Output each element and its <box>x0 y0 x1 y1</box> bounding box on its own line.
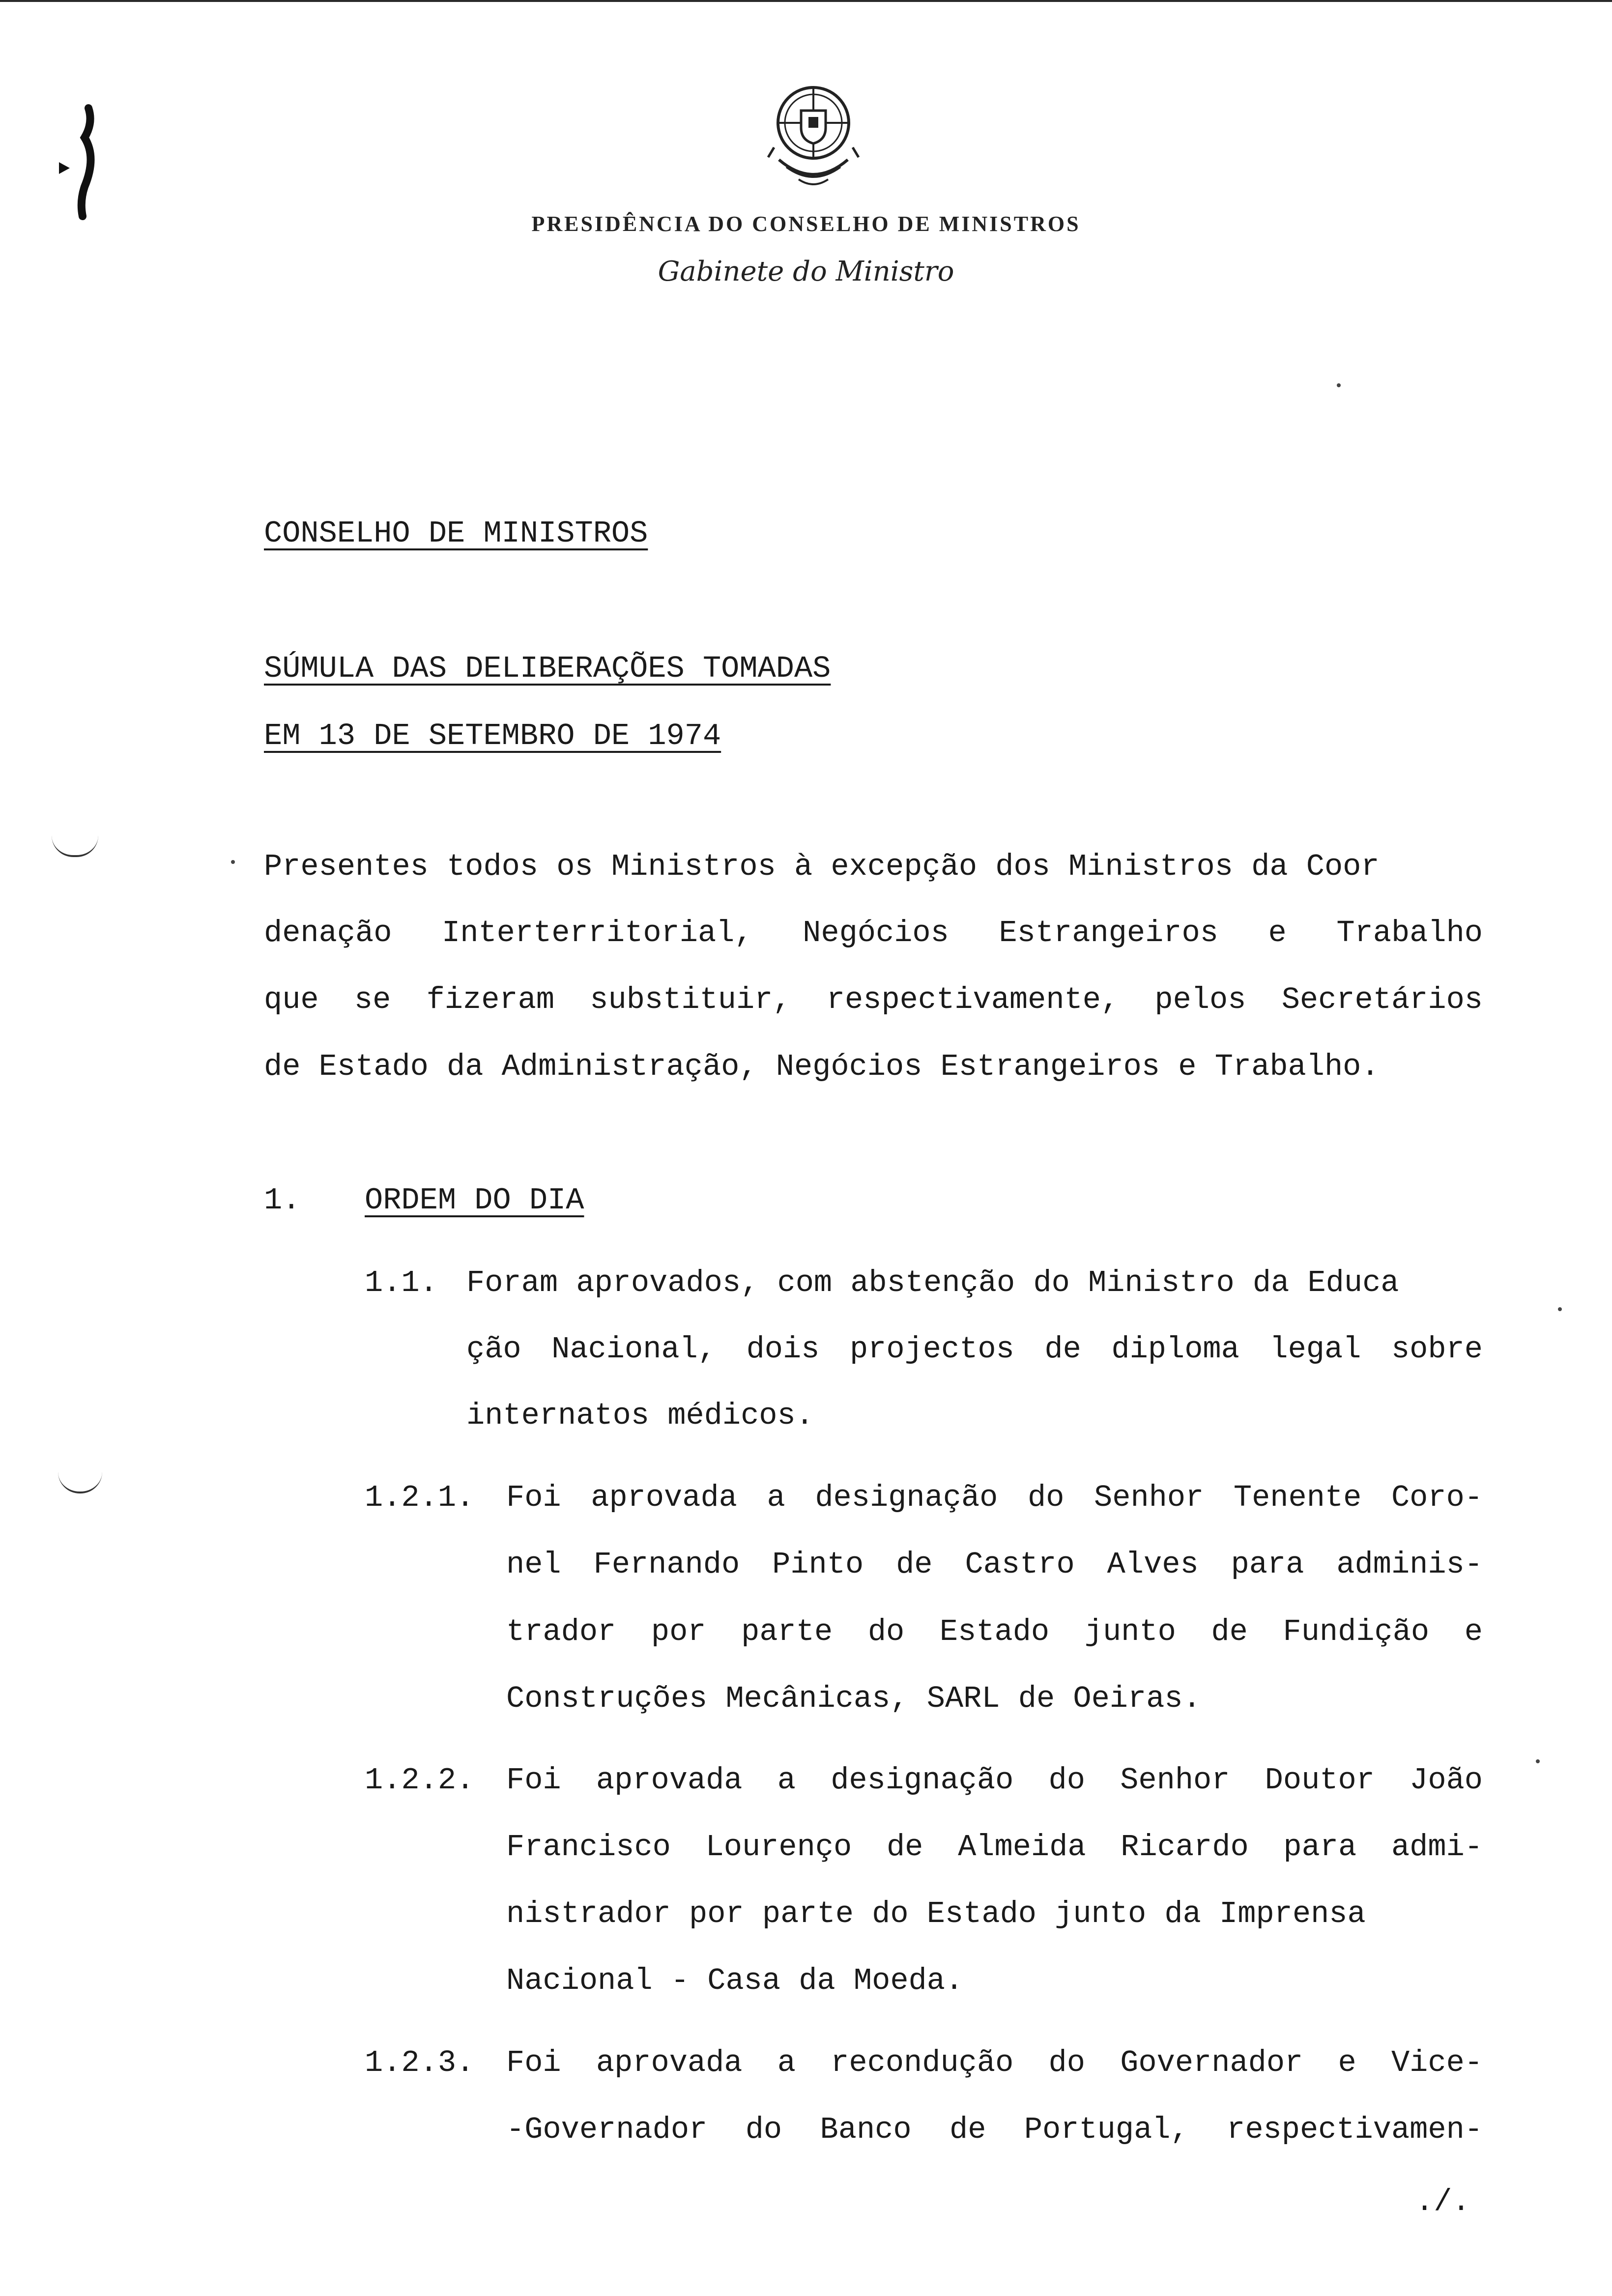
item-line: internatos médicos. <box>466 1398 814 1433</box>
intro-line: que se fizeram substituir, respectivamente, pelos Secretários <box>264 982 1483 1017</box>
item-line: ção Nacional, dois projectos de diploma legal sobre <box>466 1332 1483 1367</box>
summary-title-line1: SÚMULA DAS DELIBERAÇÕES TOMADAS <box>264 651 831 686</box>
section-number: 1. <box>264 1183 301 1218</box>
item-number: 1.1. <box>365 1265 438 1300</box>
continuation-mark: ./. <box>1415 2184 1470 2219</box>
cabinet-signature: Gabinete do Ministro <box>658 256 954 287</box>
item-line: Francisco Lourenço de Almeida Ricardo para admi- <box>506 1830 1483 1865</box>
paper-speck <box>1536 1759 1540 1763</box>
item-number: 1.2.1. <box>365 1480 475 1515</box>
paper-speck <box>1558 1307 1562 1311</box>
summary-title-line2: EM 13 DE SETEMBRO DE 1974 <box>264 718 721 753</box>
item-number: 1.2.3. <box>365 2045 475 2080</box>
hole-punch-mark <box>58 1472 102 1493</box>
item-line: trador por parte do Estado junto de Fundição e <box>506 1614 1483 1649</box>
paper-speck <box>231 860 235 864</box>
item-line: nel Fernando Pinto de Castro Alves para adminis- <box>506 1547 1483 1582</box>
item-line: Nacional - Casa da Moeda. <box>506 1963 964 1998</box>
item-number: 1.2.2. <box>365 1763 475 1798</box>
council-title: CONSELHO DE MINISTROS <box>264 516 648 551</box>
item-line: Foi aprovada a designação do Senhor Doutor João <box>506 1763 1483 1798</box>
paper-speck <box>1337 383 1341 387</box>
coat-of-arms-icon <box>759 74 867 197</box>
organization-heading: PRESIDÊNCIA DO CONSELHO DE MINISTROS <box>531 212 1081 236</box>
item-line: Foram aprovados, com abstenção do Ministro da Educa <box>466 1265 1399 1300</box>
item-line: Foi aprovada a designação do Senhor Tenente Coro- <box>506 1480 1483 1515</box>
intro-line: Presentes todos os Ministros à excepção dos Ministros da Coor <box>264 849 1380 884</box>
item-line: Construções Mecânicas, SARL de Oeiras. <box>506 1681 1201 1716</box>
intro-line: de Estado da Administração, Negócios Estrangeiros e Trabalho. <box>264 1049 1380 1084</box>
top-border-rule <box>0 0 1612 2</box>
item-line: Foi aprovada a recondução do Governador e Vice- <box>506 2045 1483 2080</box>
hole-punch-mark <box>52 835 98 857</box>
margin-ink-mark <box>49 98 108 226</box>
item-line: nistrador por parte do Estado junto da Imprensa <box>506 1896 1366 1931</box>
section-heading: ORDEM DO DIA <box>365 1183 584 1218</box>
intro-line: denação Interterritorial, Negócios Estrangeiros e Trabalho <box>264 916 1483 950</box>
item-line: -Governador do Banco de Portugal, respectivamen- <box>506 2112 1483 2147</box>
